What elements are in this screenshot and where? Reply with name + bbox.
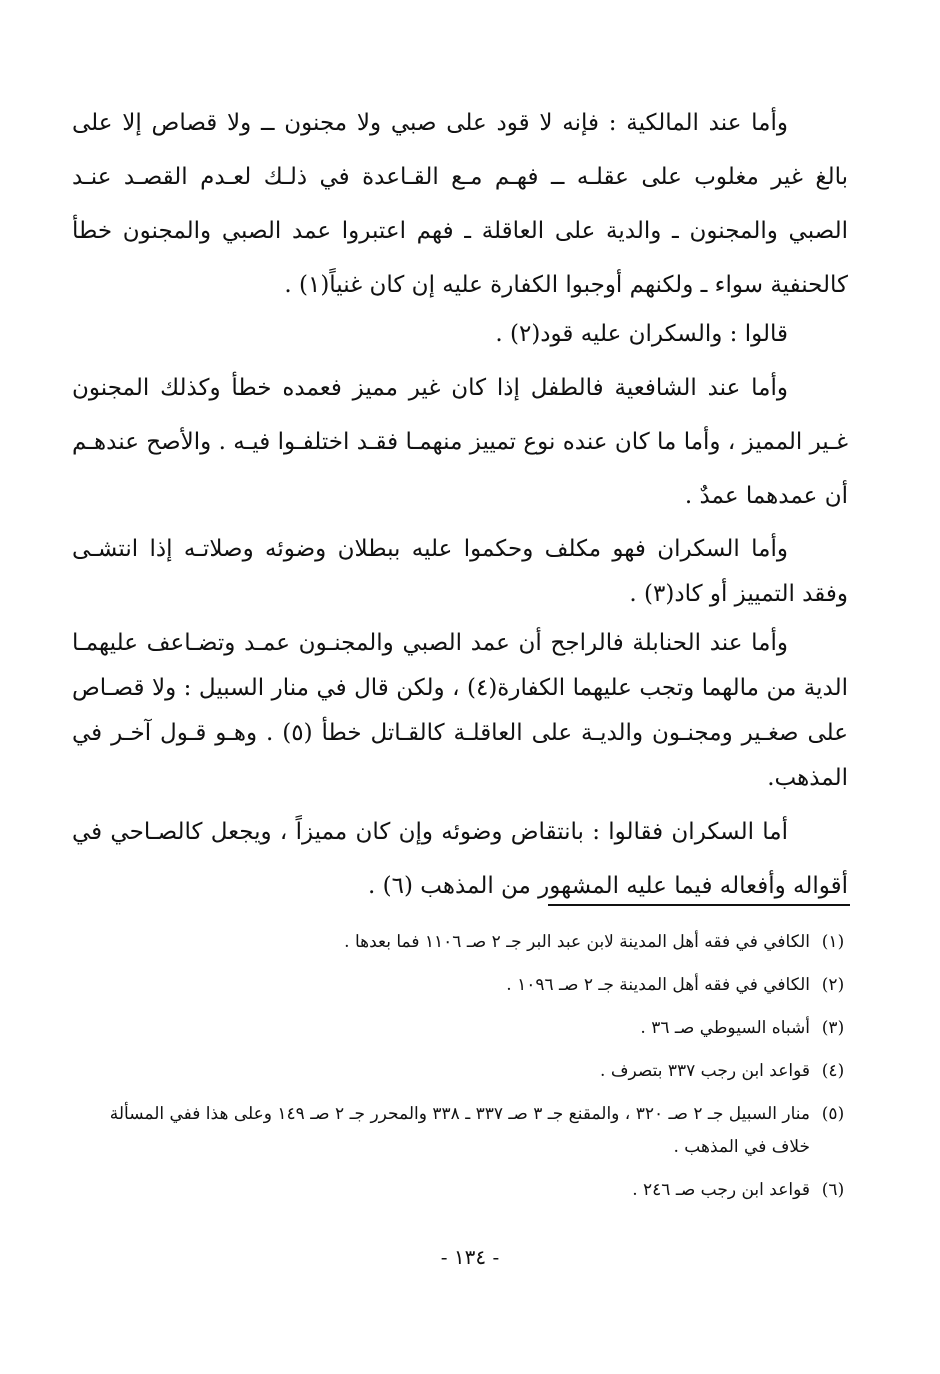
- footnotes: [96, 926, 856, 1217]
- footnote-text: الكافي في فقه أهل المدينة جـ ٢ صـ ١٠٩٦ .: [506, 975, 810, 995]
- footnote-4: [96, 1055, 856, 1088]
- footnote-number: (٢): [821, 975, 845, 995]
- footnote-5: [96, 1098, 856, 1164]
- paragraph-malikiyya: وأما عند المالكية : فإنه لا قود على صبي ولا مجنون ــ ولا قصاص إلا على بالغ غير مغلوب على عقلـه ــ فهـم مـع القـاعدة في ذلـك لعـدم القصـد عنـد الصبي والمجنون ـ والدية على العاقلة ـ فهم اعتبروا عمد الصبي والمجنون خطأ كالحنفية سواء ـ ولكنهم أوجبوا الكفارة عليه إن كان غنياً(١) .: [72, 110, 848, 298]
- paragraph-sakran-shafiiyya: وأما السكران فهو مكلف وحكموا عليه ببطلان وضوئه وصلاتـه إذا انتشـى وفقد التمييز أو كاد(٣) .: [72, 536, 848, 607]
- footnote-number: (٦): [821, 1180, 845, 1200]
- paragraph-hanabila: وأما عند الحنابلة فالراجح أن عمد الصبي والمجنـون عمـد وتضـاعف عليهمـا الدية من مالهما وتجب عليهما الكفارة(٤) ، ولكن قال في منار السبيل : ولا قصـاص على صغـير ومجنـون والديـة على العاقلـة كالقـاتل خطأ (٥) . وهـو قـول آخـر في المذهب.: [72, 630, 848, 791]
- paragraph-sakran-hanabila: أما السكران فقالوا : بانتقاض وضوئه وإن كان مميزاً ، ويجعل كالصـاحي في أقواله وأفعاله فيما عليه المشهور من المذهب (٦) .: [72, 819, 848, 899]
- footnote-text: قواعد ابن رجب صـ ٢٤٦ .: [632, 1180, 810, 1200]
- footnote-text: قواعد ابن رجب ٣٣٧ بتصرف .: [600, 1061, 810, 1081]
- main-text: [72, 96, 848, 913]
- footnote-6: [96, 1174, 856, 1207]
- paragraph-sakran-malikiyya: قالوا : والسكران عليه قود(٢) .: [495, 321, 788, 347]
- footnote-3: [96, 1012, 856, 1045]
- footnote-1: [96, 926, 856, 959]
- footnote-text: منار السبيل جـ ٢ صـ ٣٢٠ ، والمقنع جـ ٣ صـ ٣٣٧ ـ ٣٣٨ والمحرر جـ ٢ صـ ١٤٩ وعلى هذا ففي المسألة خلاف في المذهب .: [109, 1104, 810, 1157]
- footnote-separator: [548, 904, 850, 906]
- page-number: - ١٣٤ -: [440, 1245, 500, 1269]
- footnote-text: الكافي في فقه أهل المدينة لابن عبد البر جـ ٢ صـ ١١٠٦ فما بعدها .: [344, 932, 810, 952]
- footnote-2: [96, 969, 856, 1002]
- footnote-number: (٤): [821, 1061, 845, 1081]
- footnote-number: (٣): [821, 1018, 845, 1038]
- footnote-number: (٥): [821, 1104, 845, 1124]
- footnote-number: (١): [821, 932, 845, 952]
- paragraph-shafiiyya: وأما عند الشافعية فالطفل إذا كان غير مميز فعمده خطأ وكذلك المجنون غـير المميز ، وأما ما كان عنده نوع تمييز منهمـا فقـد اختلفـوا فيـه . والأصح عندهـم أن عمدهما عمدٌ .: [72, 375, 848, 509]
- footnote-text: أشباه السيوطي صـ ٣٦ .: [640, 1018, 810, 1038]
